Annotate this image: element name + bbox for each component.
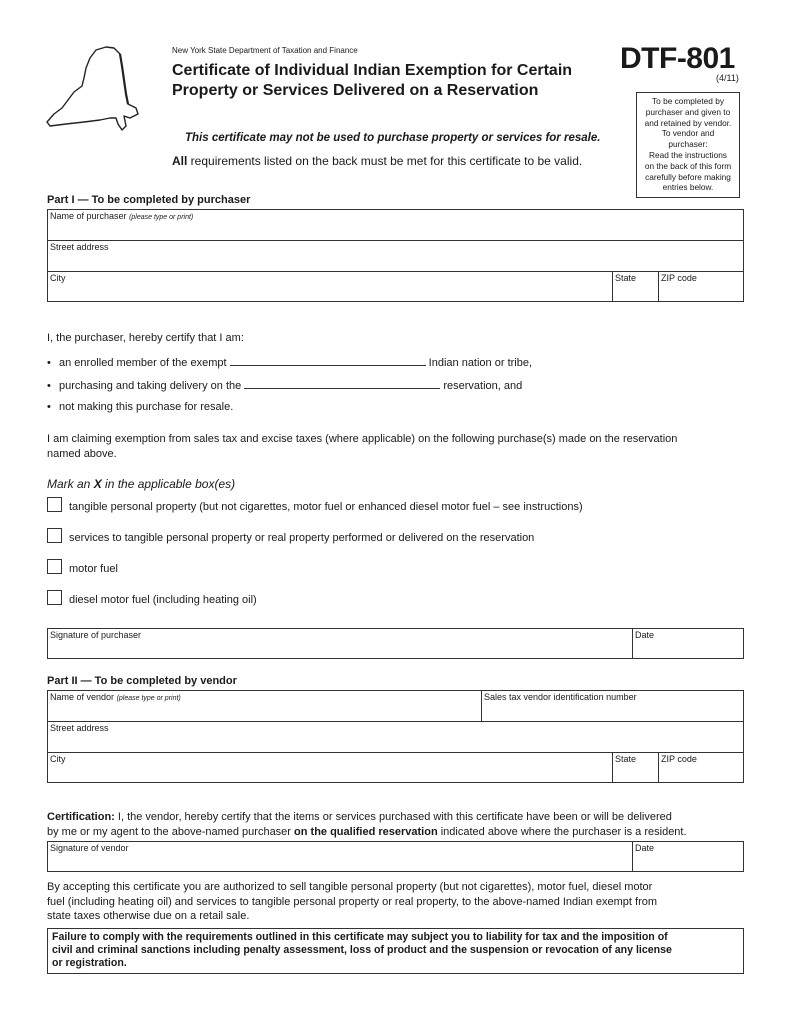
form-number: DTF-801 — [620, 42, 735, 75]
acceptance-text: By accepting this certificate you are authorized to sell tangible personal property (but not cigarettes), motor fuel, diesel motor fuel (including heating oil) and services to tangible personal property or real property, to the above-named Indian exempt from state taxes otherwise due on a retail sale. — [47, 881, 658, 922]
part1-heading: Part I — To be completed by purchaser — [47, 194, 251, 206]
purchaser-city-field[interactable]: City — [50, 273, 66, 283]
exemption-claim-text: I am claiming exemption from sales tax and excise taxes (where applicable) on the following purchase(s) made on the reservation named above. — [47, 433, 678, 460]
purchaser-street-field[interactable]: Street address — [50, 242, 109, 252]
vendor-state-field[interactable]: State — [615, 754, 637, 764]
vendor-zip-field[interactable]: ZIP code — [661, 754, 697, 764]
checkbox-label: diesel motor fuel (including heating oil) — [69, 594, 257, 606]
checkbox-services[interactable] — [47, 528, 62, 543]
vendor-signature-field[interactable]: Signature of vendor — [50, 843, 129, 853]
checkbox-tangible-property[interactable] — [47, 497, 62, 512]
nation-tribe-field[interactable] — [230, 354, 426, 366]
resale-notice: This certificate may not be used to purchase property or services for resale. — [185, 132, 601, 144]
form-title: Certificate of Individual Indian Exemption for Certain Property or Services Delivered on a Reservation — [172, 62, 573, 99]
form-revision: (4/11) — [716, 73, 739, 83]
reservation-field[interactable] — [244, 377, 440, 389]
checkbox-label: tangible personal property (but not cigarettes, motor fuel or enhanced diesel motor fuel – see instructions) — [69, 501, 583, 513]
mark-instruction: Mark an X in the applicable box(es) — [47, 477, 236, 491]
bullet-reservation: • purchasing and taking delivery on the reservation, and — [47, 377, 522, 392]
requirements-notice: All requirements listed on the back must be met for this certificate to be valid. — [172, 154, 583, 168]
purchaser-state-field[interactable]: State — [615, 273, 637, 283]
vendor-id-field[interactable]: Sales tax vendor identification number — [484, 692, 637, 702]
checkbox-diesel-motor-fuel[interactable] — [47, 590, 62, 605]
vendor-street-field[interactable]: Street address — [50, 723, 109, 733]
certify-intro: I, the purchaser, hereby certify that I am: — [47, 332, 244, 344]
purchaser-date-field[interactable]: Date — [635, 630, 655, 640]
part2-heading: Part II — To be completed by vendor — [47, 675, 237, 687]
purchaser-zip-field[interactable]: ZIP code — [661, 273, 697, 283]
checkbox-motor-fuel[interactable] — [47, 559, 62, 574]
penalty-warning-box: Failure to comply with the requirements outlined in this certificate may subject you to liability for tax and the imposition of civil and criminal sanctions including penalty assessment, loss of product and the suspension or revocation of any license or registration. — [47, 928, 744, 974]
vendor-date-field[interactable]: Date — [635, 843, 655, 853]
purchaser-signature-field[interactable]: Signature of purchaser — [50, 630, 142, 640]
vendor-city-field[interactable]: City — [50, 754, 66, 764]
bullet-not-resale: • not making this purchase for resale. — [47, 401, 234, 413]
new-york-state-map-icon — [44, 44, 140, 132]
agency-name: New York State Department of Taxation and Finance — [172, 46, 358, 55]
purchaser-name-field[interactable]: Name of purchaser (please type or print) — [50, 211, 194, 221]
vendor-certification-text: Certification: I, the vendor, hereby certify that the items or services purchased with this certificate have been or will be delivered by me or my agent to the above-named purchaser on the qualified reservation indicated above where the purchaser is a resident. — [47, 811, 687, 838]
bullet-enrolled-member: • an enrolled member of the exempt Indian nation or tribe, — [47, 354, 532, 369]
checkbox-label: motor fuel — [69, 563, 118, 575]
completion-instructions-box: To be completed by purchaser and given to and retained by vendor. To vendor and purchaser: Read the instructions on the back of this form carefully before making entries below. — [636, 92, 740, 198]
checkbox-label: services to tangible personal property or real property performed or delivered on the reservation — [69, 532, 535, 544]
vendor-name-field[interactable]: Name of vendor (please type or print) — [50, 692, 181, 702]
